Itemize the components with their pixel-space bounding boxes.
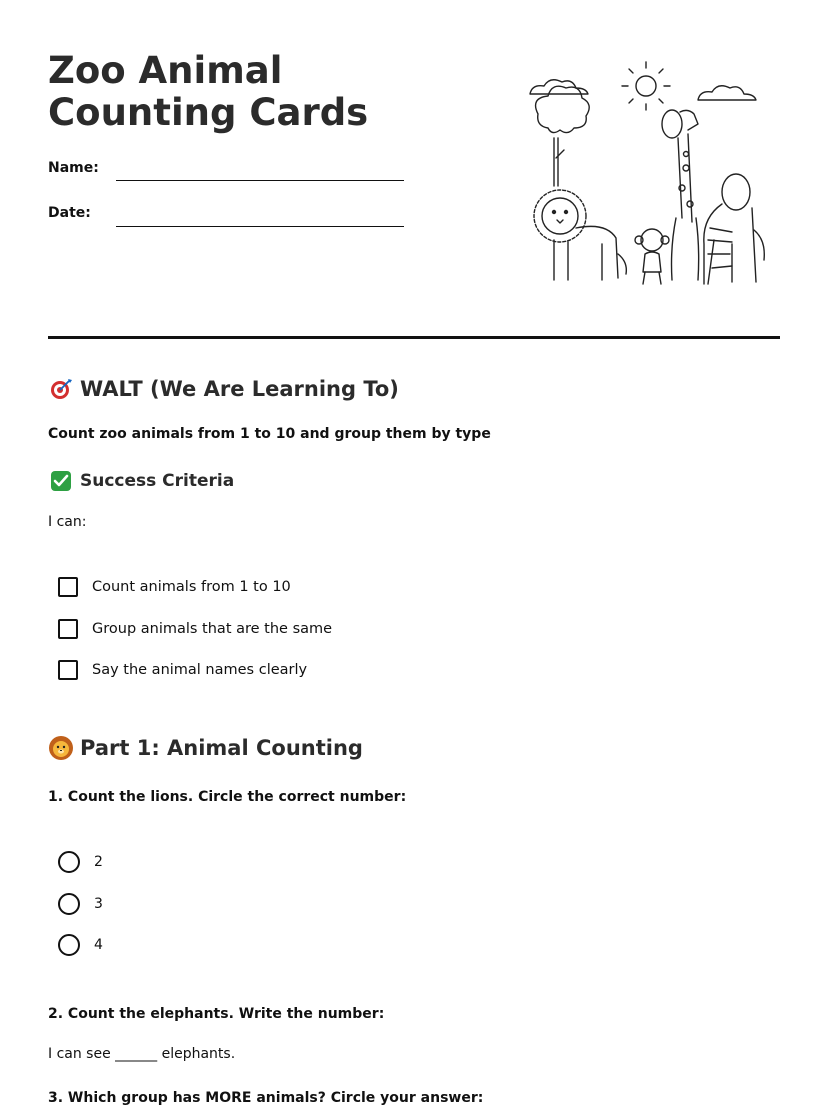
date-label: Date:: [48, 205, 91, 221]
check-mark-icon: [48, 468, 74, 494]
success-heading: [48, 468, 234, 494]
date-field[interactable]: [116, 226, 404, 227]
success-intro: I can:: [48, 514, 87, 530]
criteria-item[interactable]: [58, 577, 291, 597]
criteria-label: Group animals that are the same: [92, 621, 333, 637]
walt-heading-text: WALT (We Are Learning To): [80, 377, 399, 401]
part1-heading-text: Part 1: Animal Counting: [80, 736, 363, 760]
page-title: Zoo Animal Counting Cards: [48, 49, 369, 134]
success-heading-text: Success Criteria: [80, 471, 235, 491]
question-1: 1. Count the lions. Circle the correct number:: [48, 789, 407, 805]
criteria-label: Say the animal names clearly: [92, 662, 308, 678]
question-3: 3. Which group has MORE animals? Circle your answer:: [48, 1090, 484, 1106]
answer-option[interactable]: [58, 851, 103, 873]
question-2: 2. Count the elephants. Write the number:: [48, 1006, 385, 1022]
answer-label: 3: [94, 896, 103, 912]
criteria-label: Count animals from 1 to 10: [92, 579, 291, 595]
answer-option[interactable]: [58, 934, 103, 956]
question-2-answer-line[interactable]: I can see ______ elephants.: [48, 1046, 236, 1062]
section-divider: [48, 336, 780, 339]
answer-label: 2: [94, 854, 103, 870]
answer-radio[interactable]: [58, 934, 80, 956]
criteria-checkbox[interactable]: [58, 619, 78, 639]
walt-heading: [48, 376, 399, 402]
answer-label: 4: [94, 937, 103, 953]
lion-icon: [48, 735, 74, 761]
criteria-item[interactable]: [58, 619, 332, 639]
walt-text: Count zoo animals from 1 to 10 and group them by type: [48, 426, 491, 442]
target-icon: [48, 376, 74, 402]
criteria-checkbox[interactable]: [58, 577, 78, 597]
criteria-checkbox[interactable]: [58, 660, 78, 680]
answer-option[interactable]: [58, 893, 103, 915]
answer-radio[interactable]: [58, 893, 80, 915]
name-label: Name:: [48, 160, 99, 176]
name-field[interactable]: [116, 180, 404, 181]
criteria-item[interactable]: [58, 660, 307, 680]
part1-heading: [48, 735, 363, 761]
answer-radio[interactable]: [58, 851, 80, 873]
zoo-animals-illustration: [518, 58, 768, 298]
